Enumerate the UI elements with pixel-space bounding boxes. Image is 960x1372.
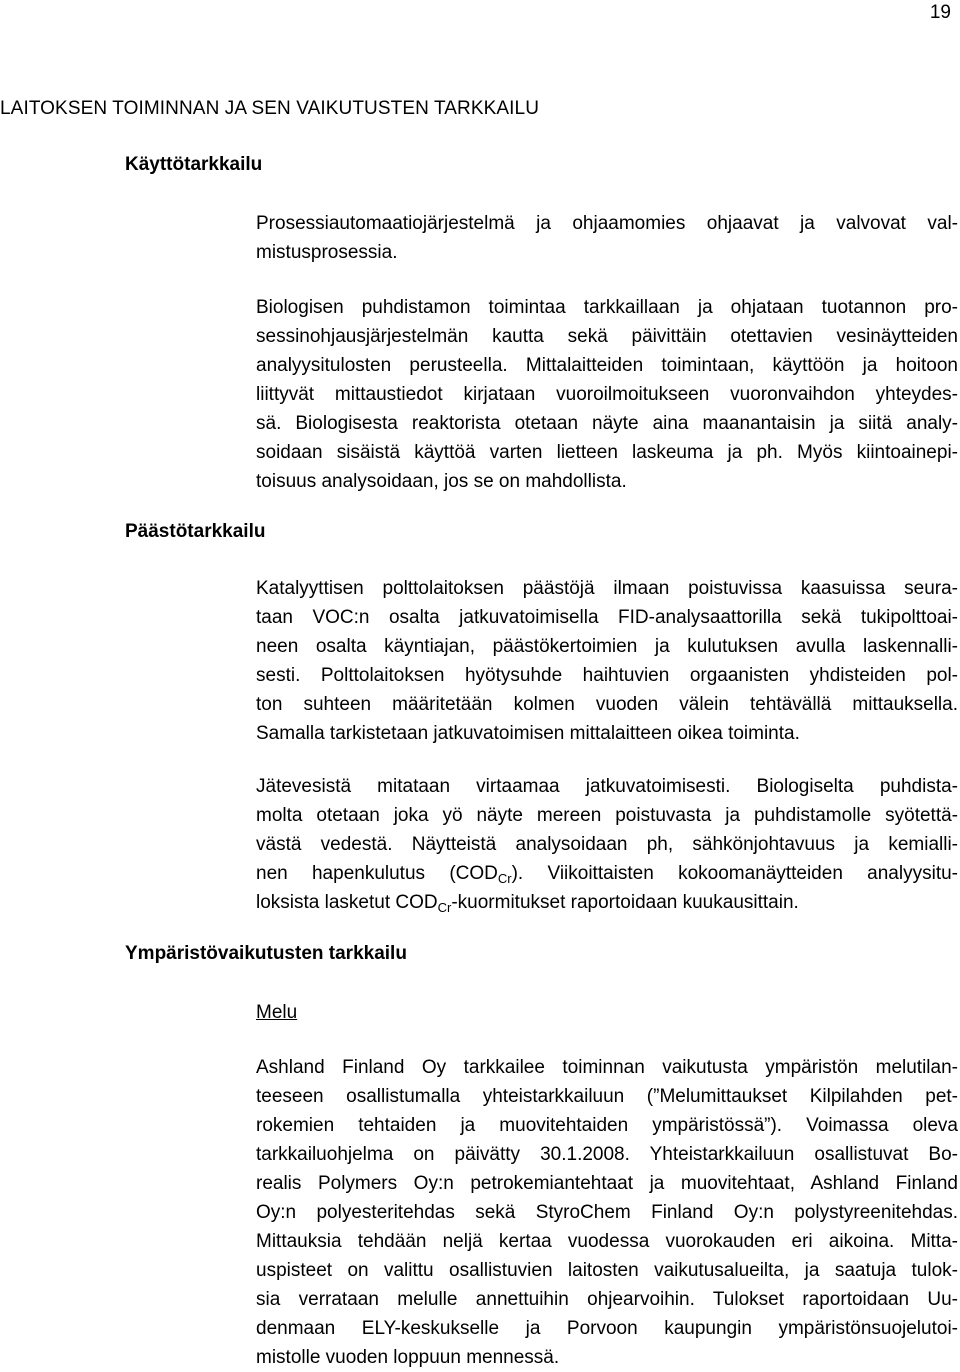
- text-segment: ). Viikoittaisten kokoomanäytteiden analyysitu-: [511, 863, 958, 884]
- text-line: tarkkailuohjelma on päivätty 30.1.2008. Yhteistarkkailuun osallistuvat Bo-: [256, 1144, 958, 1165]
- text-line: Samalla tarkistetaan jatkuvatoimisen mittalaitteen oikea toiminta.: [256, 723, 800, 744]
- text-line: sessinohjausjärjestelmän kautta sekä päivittäin otettavien vesinäytteiden: [256, 326, 958, 347]
- text-line: molta otetaan joka yö näyte mereen poistuvasta ja puhdistamolle syötettä-: [256, 805, 958, 826]
- paragraph-noise-monitoring: [256, 1053, 958, 1372]
- text-line: Oy:n polyesteritehdas sekä StyroChem Finland Oy:n polystyreenitehdas.: [256, 1202, 958, 1223]
- text-line: mistolle vuoden loppuun mennessä.: [256, 1347, 560, 1368]
- text-line: toisuus analysoidaan, jos se on mahdollista.: [256, 471, 627, 492]
- text-line: [256, 859, 958, 888]
- text-line: Katalyyttisen polttolaitoksen päästöjä ilmaan poistuvissa kaasuissa seura-: [256, 578, 958, 599]
- text-line: liittyvät mittaustiedot kirjataan vuoroilmoitukseen vuoronvaihdon yhteydes-: [256, 384, 958, 405]
- text-line: uspisteet on valittu osallistuvien laitosten vaikutusalueilta, ja saatuja tulok-: [256, 1260, 958, 1281]
- text-line: Biologisen puhdistamon toimintaa tarkkaillaan ja ohjataan tuotannon pro-: [256, 297, 958, 318]
- paragraph-biological-treatment: [256, 293, 958, 496]
- text-line: neen osalta käyntiajan, päästökertoimien ja kulutuksen avulla laskennalli-: [256, 636, 958, 657]
- text-line: [256, 888, 958, 917]
- section-title-kayttotarkkailu: Käyttötarkkailu: [125, 154, 263, 175]
- page-heading: LAITOKSEN TOIMINNAN JA SEN VAIKUTUSTEN TARKKAILU: [0, 98, 540, 119]
- text-segment: nen hapenkulutus (COD: [256, 863, 498, 884]
- paragraph-process-automation: [256, 209, 958, 267]
- text-line: mistusprosessia.: [256, 242, 398, 263]
- text-line: sesti. Polttolaitoksen hyötysuhde haihtuvien orgaanisten yhdisteiden pol-: [256, 665, 958, 686]
- text-line: sia verrataan melulle annettuihin ohjearvoihin. Tulokset raportoidaan Uu-: [256, 1289, 958, 1310]
- text-line: rokemien tehtaiden ja muovitehtaiden ympäristössä”). Voimassa oleva: [256, 1115, 958, 1136]
- text-line: Jätevesistä mitataan virtaamaa jatkuvatoimisesti. Biologiselta puhdista-: [256, 776, 958, 797]
- text-line: taan VOC:n osalta jatkuvatoimisella FID-analysaattorilla sekä tukipolttoai-: [256, 607, 958, 628]
- text-line: sä. Biologisesta reaktorista otetaan näyte aina maanantaisin ja siitä analy-: [256, 413, 958, 434]
- text-line: Ashland Finland Oy tarkkailee toiminnan vaikutusta ympäristön melutilan-: [256, 1057, 958, 1078]
- text-line: analyysitulosten perusteella. Mittalaitteiden toimintaan, käyttöön ja hoitoon: [256, 355, 958, 376]
- text-line: västä vedestä. Näytteistä analysoidaan ph, sähkönjohtavuus ja kemialli-: [256, 834, 958, 855]
- page-number: 19: [929, 2, 951, 23]
- text-line: denmaan ELY-keskukselle ja Porvoon kaupungin ympäristönsuojelutoi-: [256, 1318, 958, 1339]
- text-line: realis Polymers Oy:n petrokemiantehtaat ja muovitehtaat, Ashland Finland: [256, 1173, 958, 1194]
- section-title-paastotarkkailu: Päästötarkkailu: [125, 521, 266, 542]
- section-title-ymparisto: Ympäristövaikutusten tarkkailu: [125, 943, 407, 964]
- text-line: ton suhteen määritetään kolmen vuoden välein tehtävällä mittauksella.: [256, 694, 958, 715]
- text-line: Mittauksia tehdään neljä kertaa vuodessa vuorokauden eri aikoina. Mitta-: [256, 1231, 958, 1252]
- text-line: Prosessiautomaatiojärjestelmä ja ohjaamomies ohjaavat ja valvovat val-: [256, 213, 958, 234]
- text-line: teeseen osallistumalla yhteistarkkailuun (”Melumittaukset Kilpilahden pet-: [256, 1086, 958, 1107]
- text-line: soidaan sisäistä käyttöä varten lietteen laskeuma ja ph. Myös kiintoainepi-: [256, 442, 958, 463]
- subsection-melu-label: Melu: [256, 1002, 298, 1023]
- subscript-cr: Cr: [437, 900, 452, 915]
- paragraph-air-emissions: [256, 574, 958, 748]
- subscript-cr: Cr: [497, 871, 512, 886]
- text-segment: loksista lasketut COD: [256, 892, 438, 913]
- paragraph-wastewater: [256, 772, 958, 917]
- text-segment: -kuormitukset raportoidaan kuukausittain.: [451, 892, 799, 913]
